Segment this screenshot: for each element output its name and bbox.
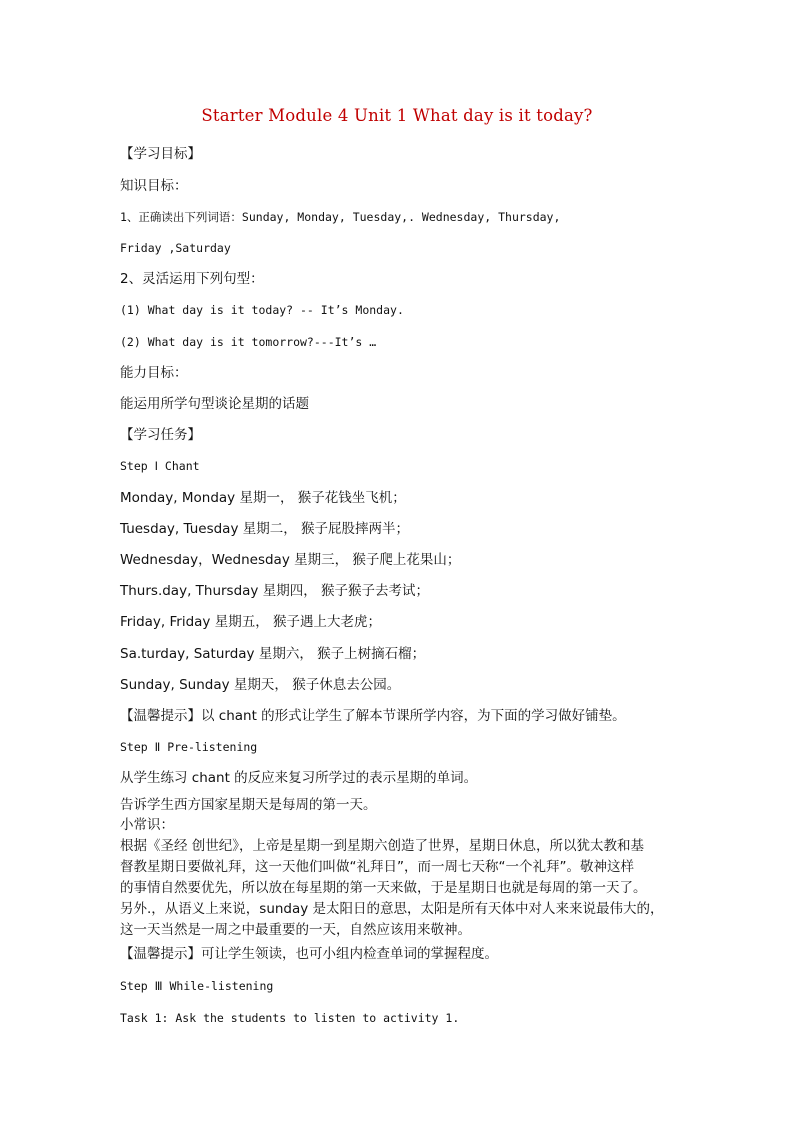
chant-line-7: Sunday, Sunday 星期天， 猴子休息去公园。 [120,677,401,693]
knowledge-tip-label: 小常识： [120,817,174,833]
step-2-heading: Step Ⅱ Pre-listening [120,740,258,754]
tip-2: 【温馨提示】可让学生领读，也可小组内检查单词的掌握程度。 [120,946,498,962]
chant-line-3: Wednesday，Wednesday 星期三， 猴子爬上花果山； [120,552,461,568]
step-1-heading: Step Ⅰ Chant [120,459,200,473]
chant-line-2: Tuesday, Tuesday 星期二， 猴子屁股摔两半； [120,521,410,537]
paragraph-line: 这一天当然是一周之中最重要的一天，自然应该用来敬神。 [120,922,471,938]
step-3-heading: Step Ⅲ While-listening [120,979,274,993]
paragraph-line: 另外.，从语义上来说，sunday 是太阳日的意思，太阳是所有天体中对人来来说最伟大的， [120,901,664,917]
paragraph-line: 督教星期日要做礼拜，这一天他们叫做“礼拜日”，而一周七天称“一个礼拜”。敬神这样 [120,859,634,875]
sentence-patterns-label: 2、灵活运用下列句型： [120,271,264,287]
sentence-2: (2) What day is it tomorrow?---It’s … [120,335,377,349]
pre-listening-2: 告诉学生西方国家星期天是每周的第一天。 [120,797,377,813]
chant-line-1: Monday, Monday 星期一， 猴子花钱坐飞机； [120,490,406,506]
task-1: Task 1: Ask the students to listen to activity 1. [120,1011,460,1025]
chant-line-5: Friday, Friday 星期五， 猴子遇上大老虎； [120,614,381,630]
vocab-text-1: 1、正确读出下列词语：Sunday, Monday, Tuesday,. Wednesday, Thursday, [120,210,561,224]
paragraph-line: 根据《圣经 创世纪》，上帝是星期一到星期六创造了世界，星期日休息，所以犹太教和基 [120,838,645,854]
pre-listening-1: 从学生练习 chant 的反应来复习所学过的表示星期的单词。 [120,770,478,786]
objectives-header: 【学习目标】 [120,146,201,162]
chant-line-4: Thurs.day, Thursday 星期四， 猴子猴子去考试； [120,583,430,599]
vocab-line-1 [120,208,560,227]
paragraph-line: 的事情自然要优先，所以放在每星期的第一天来做，于是星期日也就是每周的第一天了。 [120,880,647,896]
knowledge-label: 知识目标： [120,178,188,194]
tasks-header: 【学习任务】 [120,427,201,443]
ability-text: 能运用所学句型谈论星期的话题 [120,396,309,412]
knowledge-paragraph [120,836,680,941]
tip-1: 【温馨提示】以 chant 的形式让学生了解本节课所学内容，为下面的学习做好铺垫。 [120,708,626,724]
vocab-line-2: Friday ,Saturday [120,241,231,255]
chant-line-6: Sa.turday, Saturday 星期六， 猴子上树摘石榴； [120,646,426,662]
document-title: Starter Module 4 Unit 1 What day is it today? [201,106,593,125]
ability-label: 能力目标： [120,365,188,381]
sentence-1: (1) What day is it today? -- It’s Monday. [120,303,404,317]
